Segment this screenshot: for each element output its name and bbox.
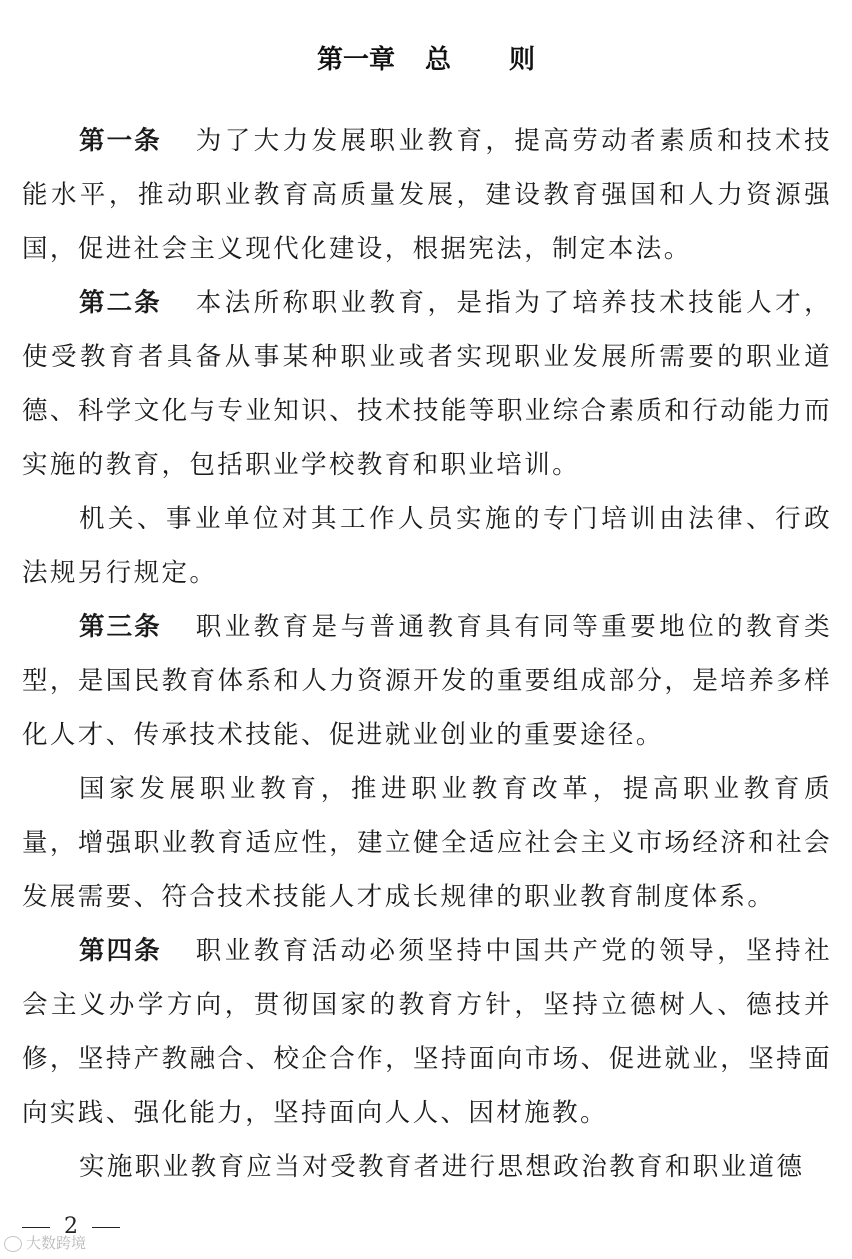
paragraph-text: 本法所称职业教育，是指为了培养技术技能人才，使受教育者具备从事某种职业或者实现职业发展所需要的职业道德、科学文化与专业知识、技术技能等职业综合素质和行动能力而实施的教育，包括职业学校教育和职业培训。: [22, 288, 832, 480]
chapter-title-word-1: 总: [424, 45, 451, 75]
paragraph-article-1: [22, 114, 832, 276]
paragraph-article-3-clause-2: [22, 762, 832, 924]
article-label: 第四条: [79, 936, 162, 966]
chapter-title-number: 第一章: [316, 45, 395, 75]
footer-dash-left: [22, 1227, 50, 1228]
paragraph-article-4: [22, 924, 832, 1140]
paragraph-text: 国家发展职业教育，推进职业教育改革，提高职业教育质量，增强职业教育适应性，建立健全适应社会主义市场经济和社会发展需要、符合技术技能人才成长规律的职业教育制度体系。: [22, 774, 832, 912]
body-text: [22, 114, 832, 1194]
watermark-text: 大数跨境: [26, 1234, 87, 1252]
paragraph-text: 机关、事业单位对其工作人员实施的专门培训由法律、行政法规另行规定。: [22, 504, 832, 588]
chapter-title-word-2: 则: [509, 45, 536, 75]
paragraph-article-3: [22, 600, 832, 762]
paragraph-article-2: [22, 276, 832, 492]
article-label: 第一条: [79, 126, 162, 156]
paragraph-article-4-clause-2: [22, 1140, 832, 1194]
watermark: [4, 1232, 86, 1254]
article-label: 第二条: [79, 288, 162, 318]
article-label: 第三条: [79, 612, 162, 642]
page-number: 2: [64, 1214, 78, 1239]
footer-dash-right: [92, 1227, 120, 1228]
watermark-logo-icon: [4, 1236, 22, 1252]
paragraph-article-2-clause-2: [22, 492, 832, 600]
paragraph-text: 职业教育是与普通教育具有同等重要地位的教育类型，是国民教育体系和人力资源开发的重要组成部分，是培养多样化人才、传承技术技能、促进就业创业的重要途径。: [22, 612, 832, 750]
chapter-title: [0, 40, 852, 80]
paragraph-text: 为了大力发展职业教育，提高劳动者素质和技术技能水平，推动职业教育高质量发展，建设教育强国和人力资源强国，促进社会主义现代化建设，根据宪法，制定本法。: [22, 126, 832, 264]
paragraph-text: 实施职业教育应当对受教育者进行思想政治教育和职业道德: [79, 1152, 805, 1182]
paragraph-text: 职业教育活动必须坚持中国共产党的领导，坚持社会主义办学方向，贯彻国家的教育方针，坚持立德树人、德技并修，坚持产教融合、校企合作，坚持面向市场、促进就业，坚持面向实践、强化能力，坚持面向人人、因材施教。: [22, 936, 832, 1128]
